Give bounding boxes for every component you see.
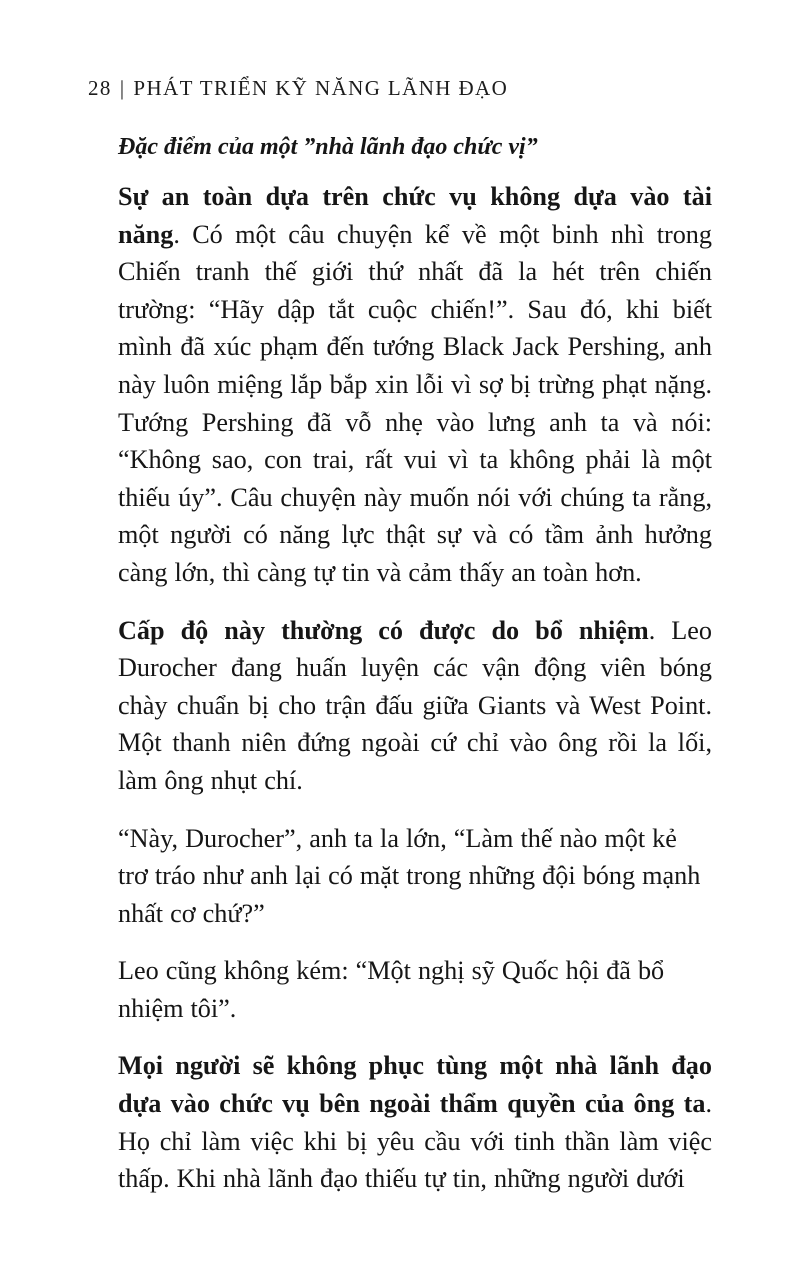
paragraph-text: “Này, Durocher”, anh ta la lớn, “Làm thế nào một kẻ trơ tráo như anh lại có mặt trong những đội bóng mạnh nhất cơ chứ?” [118,823,701,928]
page-body [118,120,712,1218]
paragraph-lead: Sự an toàn dựa trên chức vụ không dựa vào tài năng [118,182,712,249]
paragraph-text: Leo cũng không kém: “Một nghị sỹ Quốc hội đã bổ nhiệm tôi”. [118,956,665,1023]
book-title: PHÁT TRIỂN KỸ NĂNG LÃNH ĐẠO [133,76,509,100]
paragraph-quote-heckler [118,820,712,933]
paragraph-security [118,178,712,592]
paragraph-text: . Có một câu chuyện kể về một binh nhì trong Chiến tranh thế giới thứ nhất đã la hét trên chiến trường: “Hãy dập tắt cuộc chiến!”. Sau đó, khi biết mình đã xúc phạm đến tướng Black Jack Pershing, anh này luôn miệng lắp bắp xin lỗi vì sợ bị trừng phạt nặng. Tướng Pershing đã vỗ nhẹ vào lưng anh ta và nói: “Không sao, con trai, rất vui vì ta không phải là một thiếu úy”. Câu chuyện này muốn nói với chúng ta rằng, một người có năng lực thật sự và có tầm ảnh hưởng càng lớn, thì càng tự tin và cảm thấy an toàn hơn. [118,219,712,587]
paragraph-quote-leo [118,952,712,1027]
section-title: Đặc điểm của một ”nhà lãnh đạo chức vị” [118,134,538,160]
header-separator: | [119,76,126,100]
paragraph-text: . Họ chỉ làm việc khi bị yêu cầu với tinh thần làm việc thấp. Khi nhà lãnh đạo thiếu tự tin, những người dưới [118,1089,712,1194]
paragraph-lead: Cấp độ này thường có được do bổ nhiệm [118,615,649,645]
page-number: 28 [88,76,112,100]
paragraph-followers [118,1047,712,1197]
paragraph-text: . Leo Durocher đang huấn luyện các vận động viên bóng chày chuẩn bị cho trận đấu giữa Giants và West Point. Một thanh niên đứng ngoài cứ chỉ vào ông rồi la lối, làm ông nhụt chí. [118,615,712,795]
running-header [88,76,508,101]
paragraph-lead: Mọi người sẽ không phục tùng một nhà lãnh đạo dựa vào chức vụ bên ngoài thẩm quyền của ông ta [118,1051,712,1119]
paragraph-appointment [118,612,712,800]
